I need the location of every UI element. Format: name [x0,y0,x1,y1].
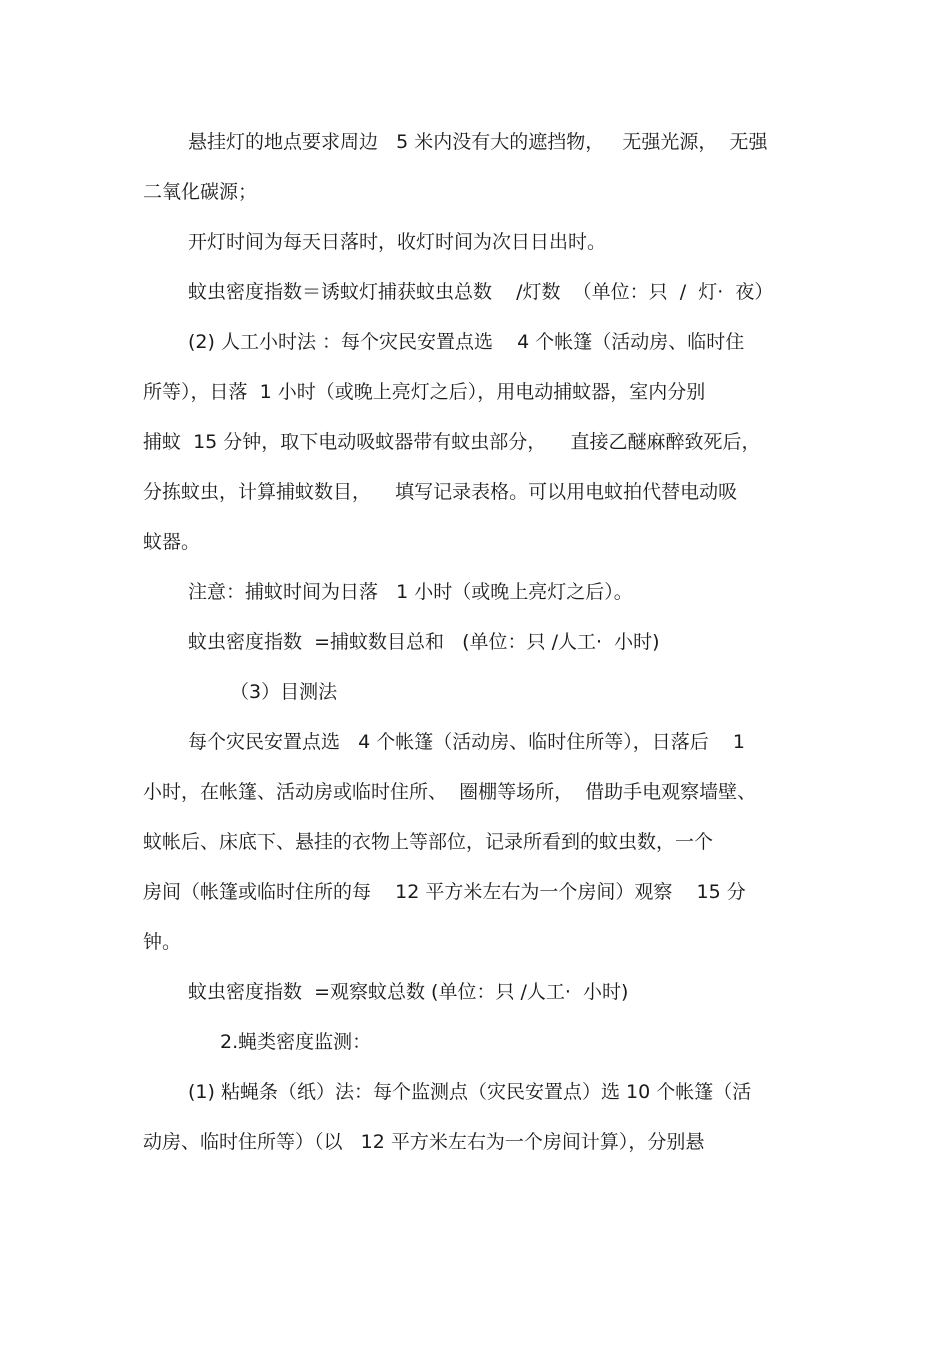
paragraph-line: 二氧化碳源； [143,181,258,203]
paragraph-line: 蚊虫密度指数 =观察蚊总数 (单位：只 /人工· 小时) [188,981,629,1003]
paragraph-line: 每个灾民安置点选 4 个帐篷（活动房、临时住所等），日落后 1 [188,731,745,753]
paragraph-line: 悬挂灯的地点要求周边 5 米内没有大的遮挡物， 无强光源， 无强 [188,131,768,153]
paragraph-line: 开灯时间为每天日落时，收灯时间为次日日出时。 [188,231,607,253]
paragraph-line: 蚊虫密度指数＝诱蚊灯捕获蚊虫总数 /灯数 （单位：只 / 灯· 夜） [188,281,774,303]
paragraph-line: 动房、临时住所等）（以 12 平方米左右为一个房间计算），分别悬 [143,1131,705,1153]
paragraph-line: 蚊虫密度指数 =捕蚊数目总和 (单位：只 /人工· 小时) [188,631,660,653]
paragraph-line: 房间（帐篷或临时住所的每 12 平方米左右为一个房间）观察 15 分 [143,881,746,903]
paragraph-line: 捕蚊 15 分钟，取下电动吸蚊器带有蚊虫部分， 直接乙醚麻醉致死后， [143,431,761,453]
paragraph-line: 钟。 [143,931,182,953]
paragraph-line: 蚊帐后、床底下、悬挂的衣物上等部位，记录所看到的蚊虫数，一个 [143,831,714,853]
paragraph-line: 所等），日落 1 小时（或晚上亮灯之后），用电动捕蚊器，室内分别 [143,381,706,403]
paragraph-line: (2) 人工小时法 ：每个灾民安置点选 4 个帐篷（活动房、临时住 [188,331,745,353]
paragraph-line: 分拣蚊虫，计算捕蚊数目， 填写记录表格。可以用电蚊拍代替电动吸 [143,481,738,503]
paragraph-line: 小时，在帐篷、活动房或临时住所、 圈棚等场所， 借助手电观察墙壁、 [143,781,757,803]
paragraph-line: 注意：捕蚊时间为日落 1 小时（或晚上亮灯之后）。 [188,581,633,603]
paragraph-line: 蚊器。 [143,531,201,553]
section-heading: （3）目测法 [230,681,338,703]
paragraph-line: (1) 粘蝇条（纸）法：每个监测点（灾民安置点）选 10 个帐篷（活 [188,1081,752,1103]
section-heading: 2.蝇类密度监测： [220,1031,372,1053]
